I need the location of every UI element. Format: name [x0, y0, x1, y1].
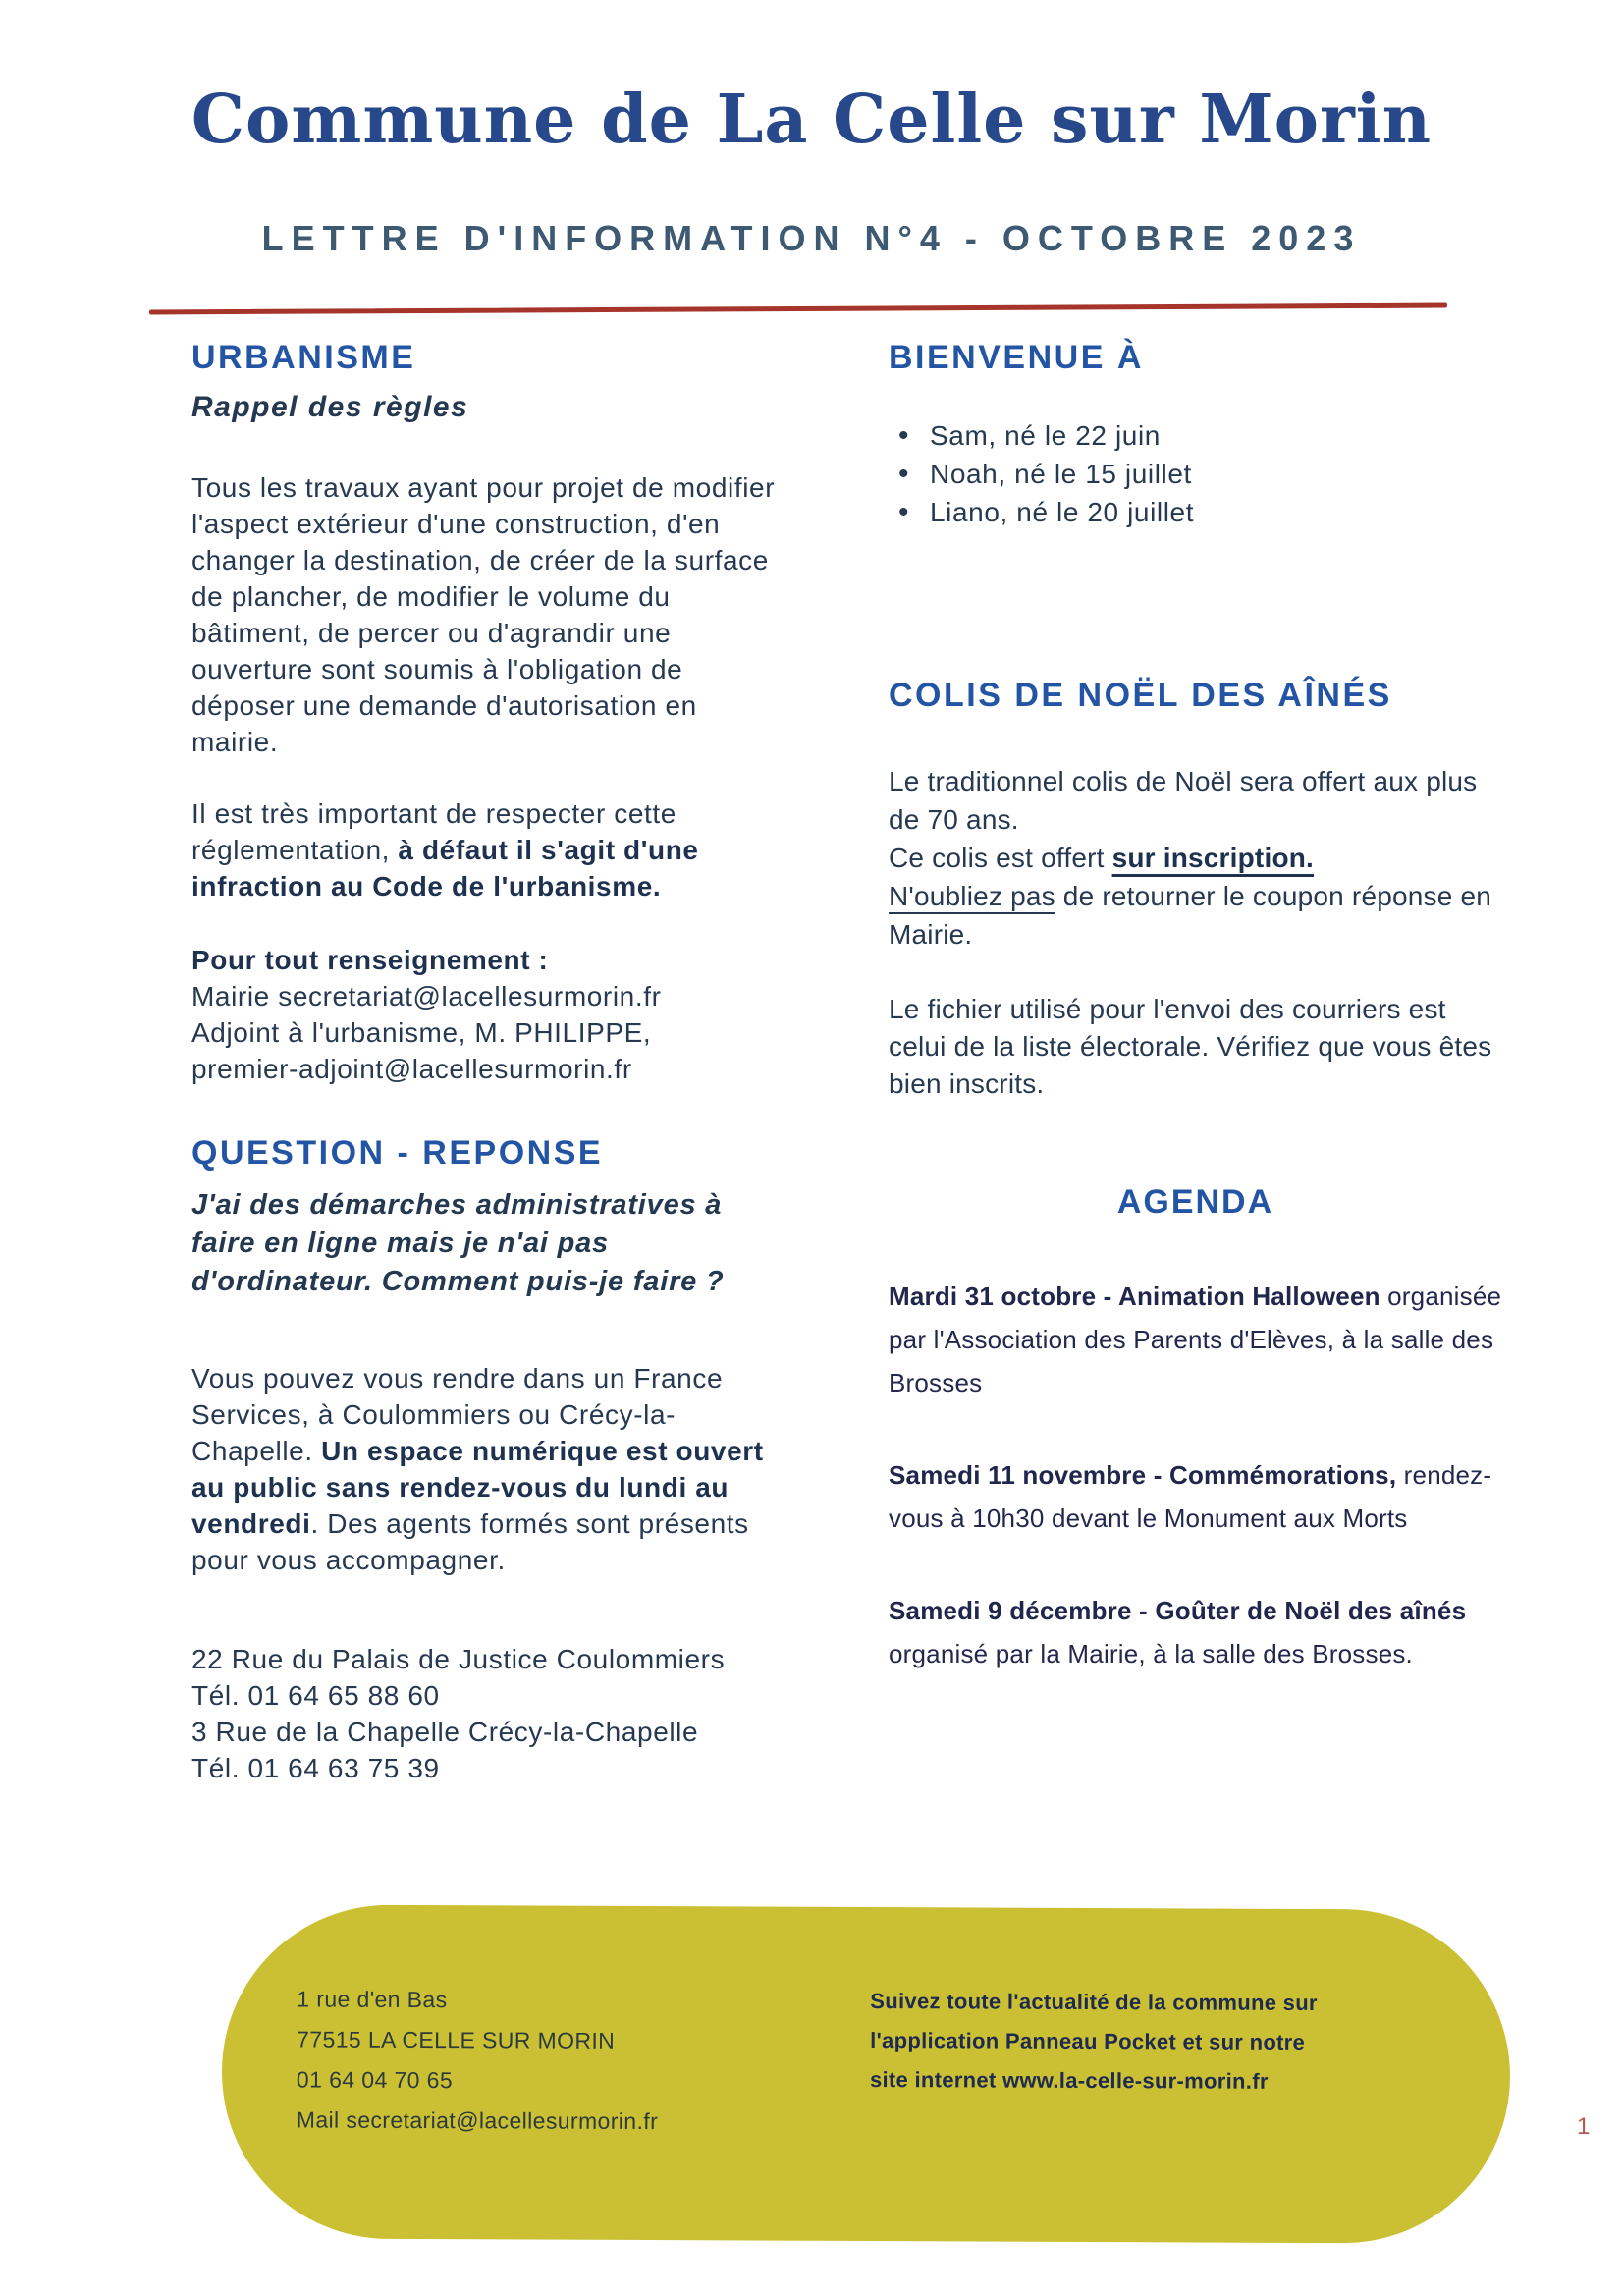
colis-line-3 — [889, 877, 1502, 954]
address-line-crecy: 3 Rue de la Chapelle Crécy-la-Chapelle — [191, 1717, 699, 1748]
colis-line-2-normal: Ce colis est offert — [889, 843, 1112, 874]
agenda-events — [889, 1275, 1502, 1675]
agenda-event-title: Samedi 11 novembre - Commémorations, — [889, 1460, 1397, 1491]
page-number: 1 — [1577, 2113, 1591, 2140]
contact-heading: Pour tout renseignement : — [191, 945, 549, 976]
urbanisme-paragraph-2-normal: Il est très important de respecter cette réglementation, — [191, 798, 676, 866]
agenda-event-title: Samedi 9 décembre - Goûter de Noël des aînés — [889, 1596, 1467, 1626]
promo-line-1: Suivez toute l'actualité de la commune sur — [870, 1989, 1318, 2016]
section-urbanisme — [191, 339, 781, 1087]
bienvenue-heading: BIENVENUE À — [889, 339, 1144, 376]
colis-paragraph-2: Le fichier utilisé pour l'envoi des courriers est celui de la liste électorale. Vérifiez que vous êtes bien inscrits. — [889, 994, 1492, 1100]
agenda-event-detail: organisé par la Mairie, à la salle des Brosses. — [889, 1639, 1413, 1669]
urbanisme-paragraph-2 — [191, 795, 781, 904]
phone-line-crecy: Tél. 01 64 63 75 39 — [191, 1753, 440, 1784]
footer-contact-banner — [221, 1904, 1510, 2244]
mairie-city: 77515 LA CELLE SUR MORIN — [297, 2026, 616, 2053]
agenda-event-detail: organisée par l'Association des Parents d'Elèves, à la salle des Brosses — [889, 1282, 1502, 1398]
mairie-phone: 01 64 04 70 65 — [296, 2066, 454, 2094]
question-reponse-heading: QUESTION - REPONSE — [191, 1134, 604, 1173]
urbanisme-heading: URBANISME — [191, 339, 416, 376]
birth-item: • Liano, né le 20 juillet — [889, 493, 1502, 531]
agenda-heading: AGENDA — [1116, 1183, 1274, 1222]
colis-heading: COLIS DE NOËL DES AÎNÉS — [889, 677, 1392, 715]
urbanisme-paragraph-2-bold: à défaut il s'agit d'une infraction au Code de l'urbanisme. — [191, 835, 699, 902]
colis-line-1: Le traditionnel colis de Noël sera offert aux plus de 70 ans. — [889, 766, 1478, 836]
page-header — [0, 0, 1623, 311]
address-line-coulommiers: 22 Rue du Palais de Justice Coulommiers — [191, 1644, 726, 1675]
answer-normal-1: Vous pouvez vous rendre dans un France Services, à Coulommiers ou Crécy-la-Chapelle. — [191, 1363, 724, 1467]
urbanisme-paragraph-1: Tous les travaux ayant pour projet de modifier l'aspect extérieur d'une construction, d'en changer la destination, de créer de la surface de plancher, de modifier le volume du bâtiment, de percer ou d'agrandir une ouverture sont soumis à l'obligation de déposer une demande d'autorisation en mairie. — [191, 472, 776, 758]
agenda-event-halloween — [889, 1275, 1502, 1404]
contact-line-adjoint: Adjoint à l'urbanisme, M. PHILIPPE, — [191, 1017, 652, 1049]
mairie-street: 1 rue d'en Bas — [297, 1986, 448, 2013]
promo-line-2: l'application Panneau Pocket et sur notre — [870, 2028, 1306, 2054]
france-services-addresses — [191, 1641, 781, 1786]
colis-paragraph-1 — [889, 762, 1502, 954]
mairie-address-block — [297, 1979, 659, 2142]
newsletter-subtitle: LETTRE D'INFORMATION N°4 - OCTOBRE 2023 — [261, 218, 1362, 258]
promo-line-3: site internet www.la-celle-sur-morin.fr — [869, 2067, 1269, 2094]
urbanisme-contact-block — [191, 942, 781, 1087]
birth-item: • Sam, né le 22 juin — [889, 416, 1502, 455]
colis-line-3-underline: N'oubliez pas — [889, 881, 1055, 912]
section-colis-noel — [889, 677, 1502, 1103]
answer-bold: Un espace numérique est ouvert au public sans rendez-vous du lundi au vendredi — [191, 1436, 764, 1540]
commune-title: Commune de La Celle sur Morin — [190, 81, 1433, 159]
colis-line-2 — [889, 839, 1502, 877]
answer-normal-2: . Des agents formés sont présents pour vous accompagner. — [191, 1508, 749, 1576]
mairie-email: Mail secretariat@lacellesurmorin.fr — [296, 2106, 659, 2135]
contact-line-mairie: Mairie secretariat@lacellesurmorin.fr — [191, 981, 662, 1012]
birth-item: • Noah, né le 15 juillet — [889, 455, 1502, 493]
agenda-event-detail: rendez-vous à 10h30 devant le Monument aux Morts — [889, 1460, 1492, 1534]
section-question-reponse — [191, 1134, 781, 1786]
urbanisme-subheading: Rappel des règles — [191, 391, 469, 424]
births-list — [889, 416, 1502, 531]
colis-line-3-rest: de retourner le coupon réponse en Mairie. — [889, 881, 1492, 951]
section-agenda — [889, 1183, 1502, 1675]
panneau-pocket-promo — [870, 1982, 1342, 2102]
content-columns — [0, 339, 1623, 1786]
contact-line-premier-adjoint: premier-adjoint@lacellesurmorin.fr — [191, 1054, 632, 1085]
answer-paragraph — [191, 1360, 781, 1578]
agenda-event-title: Mardi 31 octobre - Animation Halloween — [889, 1282, 1380, 1312]
section-bienvenue — [889, 339, 1502, 531]
agenda-event-gouter-noel — [889, 1589, 1502, 1675]
right-column — [889, 339, 1502, 1786]
colis-line-2-bold-underline: sur inscription. — [1111, 843, 1315, 874]
red-divider-line — [149, 303, 1447, 315]
left-column — [191, 339, 781, 1786]
phone-line-coulommiers: Tél. 01 64 65 88 60 — [191, 1680, 440, 1712]
agenda-event-commemorations — [889, 1453, 1502, 1540]
question-text: J'ai des démarches administratives à faire en ligne mais je n'ai pas d'ordinateur. Comment puis-je faire ? — [191, 1189, 725, 1298]
